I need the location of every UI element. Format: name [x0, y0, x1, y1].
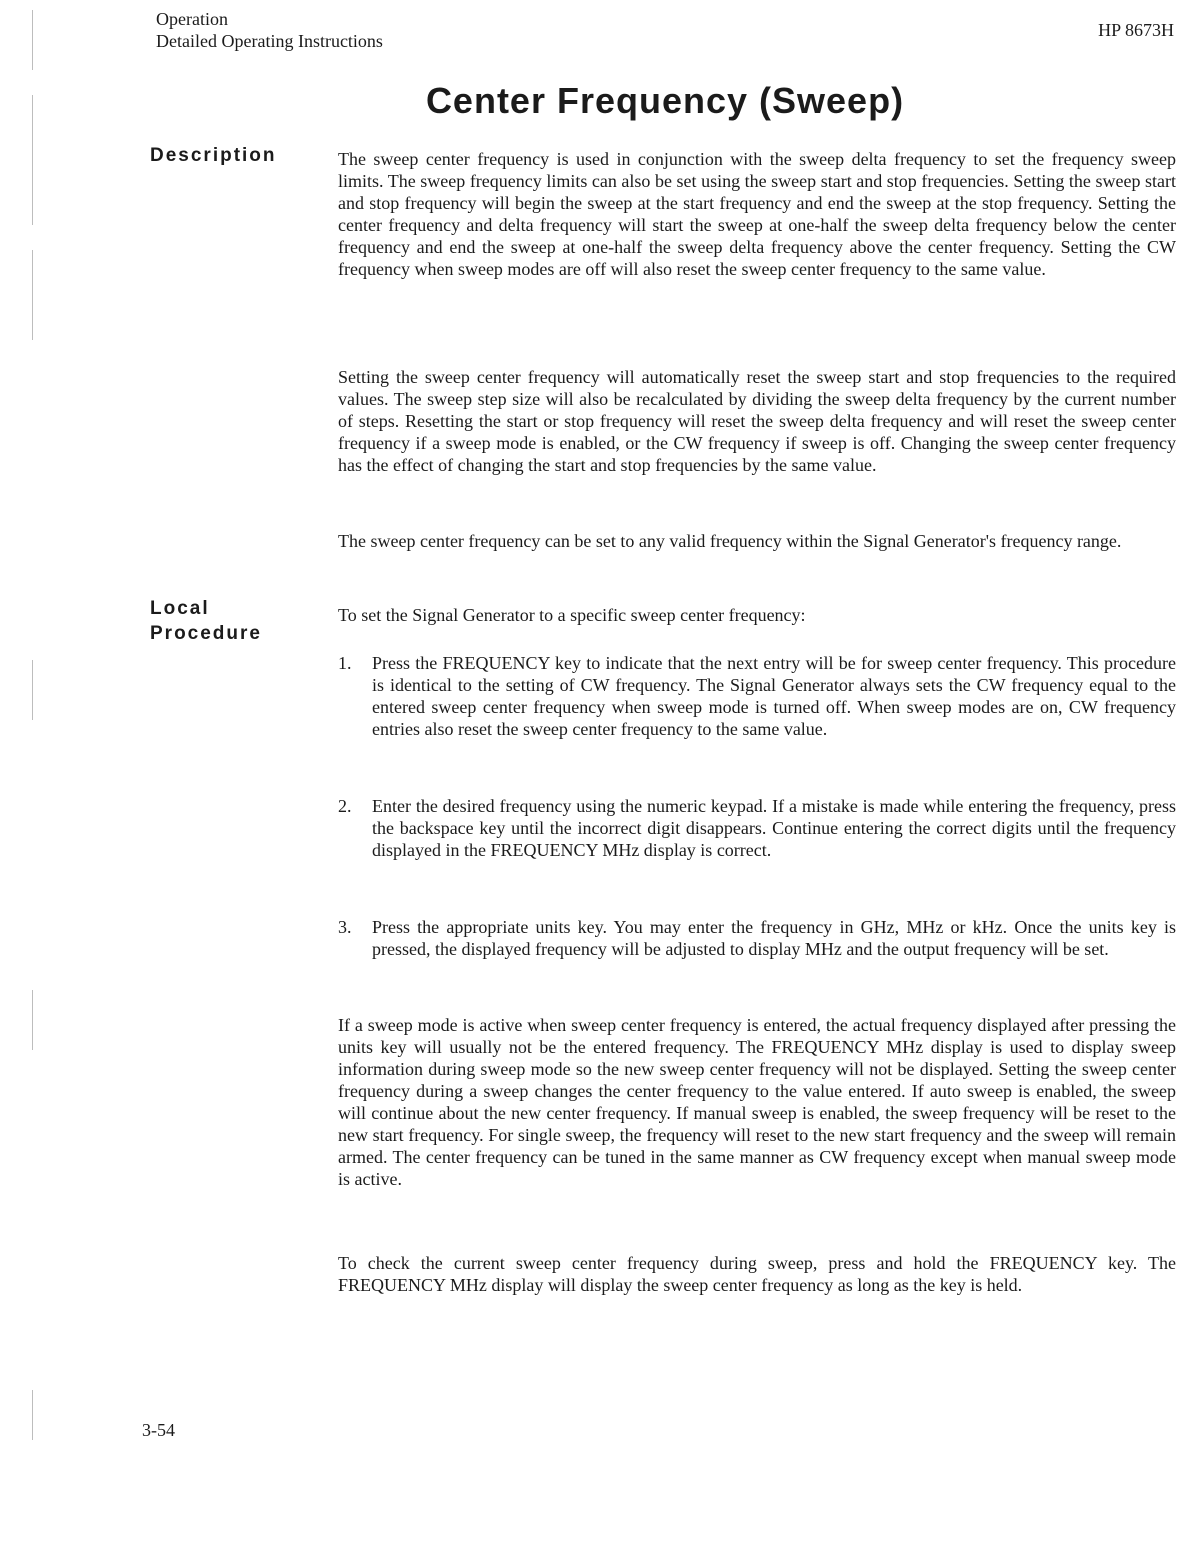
local-procedure-label-line2: Procedure [150, 623, 262, 644]
step-number: 3. [338, 917, 352, 937]
header-model: HP 8673H [1098, 20, 1174, 40]
procedure-intro [338, 604, 1176, 626]
description-section [338, 148, 1176, 280]
procedure-step [338, 916, 1176, 960]
page-title: Center Frequency (Sweep) [425, 80, 905, 121]
procedure-notes-2 [338, 1252, 1176, 1296]
paragraph: The sweep center frequency is used in conjunction with the sweep delta frequency to set the frequency sweep limits. The sweep frequency limits can also be set using the sweep start and stop frequencies. Setting the sweep start and stop frequency will begin the sweep at the start frequency and end the sweep at the stop frequency. Setting the center frequency and delta frequency will start the sweep at one-half the sweep delta frequency below the center frequency and end the sweep at one-half the sweep delta frequency above the center frequency. Setting the CW frequency when sweep modes are off will also reset the sweep center frequency to the same value. [338, 149, 1176, 279]
scan-margin-mark [32, 10, 33, 70]
paragraph: If a sweep mode is active when sweep center frequency is entered, the actual frequency displayed after pressing the units key will usually not be the entered frequency. The FREQUENCY MHz display is used to display sweep information during sweep mode so the new sweep center frequency will not be displayed. Setting the sweep center frequency during a sweep changes the center frequency to the value entered. If auto sweep is enabled, the sweep will continue about the new center frequency. If manual sweep is enabled, the sweep frequency will be reset to the new start frequency. For single sweep, the frequency will reset to the new start frequency and the sweep will remain armed. The center frequency can be tuned in the same manner as CW frequency except when manual sweep mode is active. [338, 1015, 1176, 1189]
paragraph: The sweep center frequency can be set to any valid frequency within the Signal Generator's frequency range. [338, 531, 1122, 551]
scan-margin-mark [32, 990, 33, 1050]
step-text: Press the FREQUENCY key to indicate that the next entry will be for sweep center frequency. This procedure is identical to the setting of CW frequency. The Signal Generator always sets the CW frequency equal to the entered sweep center frequency when sweep mode is turned off. When sweep modes are on, CW frequency entries also reset the sweep center frequency to the same value. [372, 653, 1176, 739]
local-procedure-label-line1: Local [150, 598, 210, 619]
page-number: 3-54 [142, 1420, 175, 1440]
paragraph: Setting the sweep center frequency will automatically reset the sweep start and stop frequencies to the required values. The sweep step size will also be recalculated by dividing the sweep delta frequency by the current number of steps. Resetting the start or stop frequency will reset the sweep delta frequency and will reset the sweep center frequency if a sweep mode is enabled, or the CW frequency if sweep is off. Changing the sweep center frequency has the effect of changing the start and stop frequencies by the same value. [338, 367, 1176, 475]
paragraph: To set the Signal Generator to a specific sweep center frequency: [338, 605, 806, 625]
procedure-step [338, 652, 1176, 740]
step-text: Enter the desired frequency using the numeric keypad. If a mistake is made while entering the frequency, press the backspace key until the incorrect digit disappears. Continue entering the correct digits until the frequency displayed in the FREQUENCY MHz display is correct. [372, 796, 1176, 860]
procedure-notes [338, 1014, 1176, 1190]
paragraph: To check the current sweep center frequency during sweep, press and hold the FREQUENCY key. The FREQUENCY MHz display will display the sweep center frequency as long as the key is held. [338, 1253, 1176, 1295]
scan-margin-mark [32, 250, 33, 340]
step-number: 2. [338, 796, 352, 816]
description-section-2 [338, 366, 1176, 476]
description-label: Description [150, 145, 277, 166]
local-procedure-label [150, 596, 262, 646]
procedure-step [338, 795, 1176, 861]
step-text: Press the appropriate units key. You may enter the frequency in GHz, MHz or kHz. Once the units key is pressed, the displayed frequency will be adjusted to display MHz and the output frequency will be set. [372, 917, 1176, 959]
step-number: 1. [338, 653, 352, 673]
header-subsection: Detailed Operating Instructions [156, 31, 383, 51]
scan-margin-mark [32, 660, 33, 720]
description-section-3 [338, 530, 1176, 552]
running-header [156, 8, 383, 52]
scan-margin-mark [32, 1390, 33, 1440]
header-section: Operation [156, 9, 228, 29]
